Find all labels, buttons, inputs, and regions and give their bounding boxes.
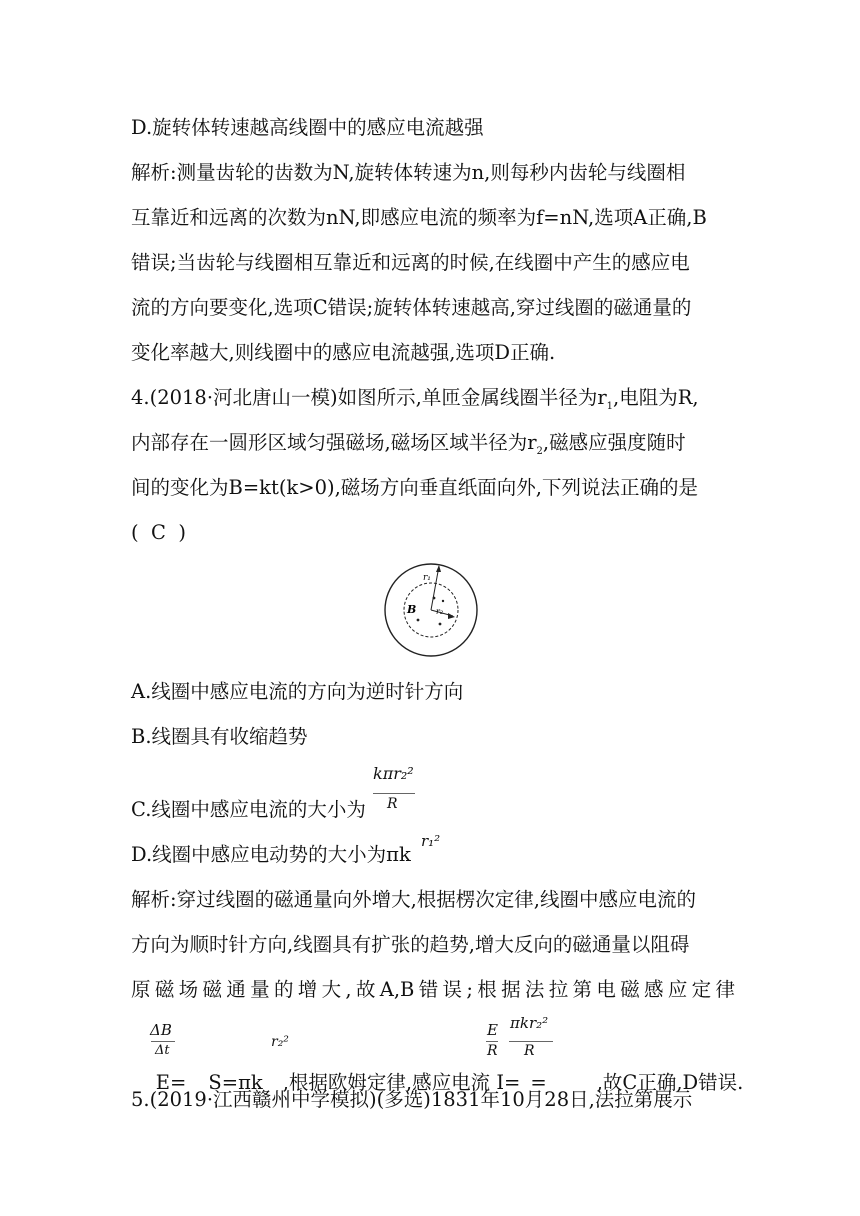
option-c-denominator: R (387, 796, 398, 812)
eq-ohm: ,根据欧姆定律,感应电流 I= (282, 1071, 521, 1094)
analysis-line-4: 流的方向要变化,选项C错误;旋转体转速越高,穿过线圈的磁通量的 (131, 296, 692, 319)
question-5: 5.(2019·江西赣州中学模拟)(多选)1831年10月28日,法拉第展示 (131, 1088, 693, 1111)
option-d-exponent: r₁² (421, 832, 441, 850)
analysis-2-line-2: 方向为顺时针方向,线圈具有扩张的趋势,增大反向的磁通量以阻碍 (131, 933, 690, 956)
label-B: B (407, 603, 417, 616)
analysis-2-line-3: 原磁场磁通量的增大,故A,B错误;根据法拉第电磁感应定律 (131, 978, 735, 1001)
eq-conclusion: ,故C正确,D错误. (596, 1071, 744, 1094)
I-denominator: R (487, 1043, 498, 1059)
option-b: B.线圈具有收缩趋势 (131, 725, 308, 748)
option-c: C.线圈中感应电流的大小为 (131, 798, 366, 821)
field-dot (433, 597, 436, 600)
I2-denominator: R (524, 1043, 535, 1059)
analysis-line-5: 变化率越大,则线圈中的感应电流越强,选项D正确. (131, 341, 556, 364)
q4-sub-1: 1 (606, 401, 614, 412)
q4-text-a-tail: ,电阻为R, (613, 386, 699, 409)
option-c-numerator: kπr₂² (373, 764, 414, 783)
I-fraction-bar (486, 1041, 498, 1042)
option-d-prev: D.旋转体转速越高线圈中的感应电流越强 (131, 116, 484, 139)
option-a: A.线圈中感应电流的方向为逆时针方向 (131, 680, 464, 703)
option-d: D.线圈中感应电动势的大小为πk (131, 843, 411, 866)
q4-text-b: 内部存在一圆形区域匀强磁场,磁场区域半径为r (131, 431, 537, 454)
r2-arrowhead (448, 613, 455, 619)
analysis-line-2: 互靠近和远离的次数为nN,即感应电流的频率为f=nN,选项A正确,B (131, 206, 707, 229)
field-dot (417, 619, 420, 622)
question-4-line-1 (131, 384, 699, 416)
label-r2: r₂ (436, 607, 444, 616)
eq-equals: = (530, 1071, 547, 1094)
question-4-line-3: 间的变化为B=kt(k>0),磁场方向垂直纸面向外,下列说法正确的是 (131, 476, 698, 499)
eq-S: S=πk (208, 1071, 263, 1094)
label-r1: r₁ (423, 573, 431, 583)
radius-r1 (431, 566, 439, 610)
question-4-line-2 (131, 429, 686, 461)
field-dot (442, 600, 444, 602)
dB-numerator: ΔB (150, 1021, 172, 1039)
r2sq-exponent: r₂² (271, 1034, 289, 1050)
option-c-fraction-bar (373, 793, 415, 794)
I2-fraction-bar (509, 1041, 553, 1042)
analysis-line-3: 错误;当齿轮与线圈相互靠近和远离的时候,在线圈中产生的感应电 (131, 251, 690, 274)
analysis-2-line-1: 解析:穿过线圈的磁通量向外增大,根据楞次定律,线圈中感应电流的 (131, 888, 696, 911)
question-4-answer: ( C ) (131, 521, 186, 544)
I-numerator: E (487, 1021, 498, 1039)
I2-numerator: πkr₂² (510, 1014, 549, 1032)
field-dot (439, 623, 442, 626)
q4-text-a: 4.(2018·河北唐山一模)如图所示,单匝金属线圈半径为r (131, 386, 607, 409)
q4-text-b-tail: ,磁感应强度随时 (542, 431, 686, 454)
coil-figure (383, 562, 479, 658)
analysis-line-1: 解析:测量齿轮的齿数为N,旋转体转速为n,则每秒内齿轮与线圈相 (131, 161, 686, 184)
eq-E: E= (155, 1071, 187, 1094)
dt-denominator: Δt (155, 1043, 170, 1058)
q4-sub-2: 2 (536, 446, 543, 457)
